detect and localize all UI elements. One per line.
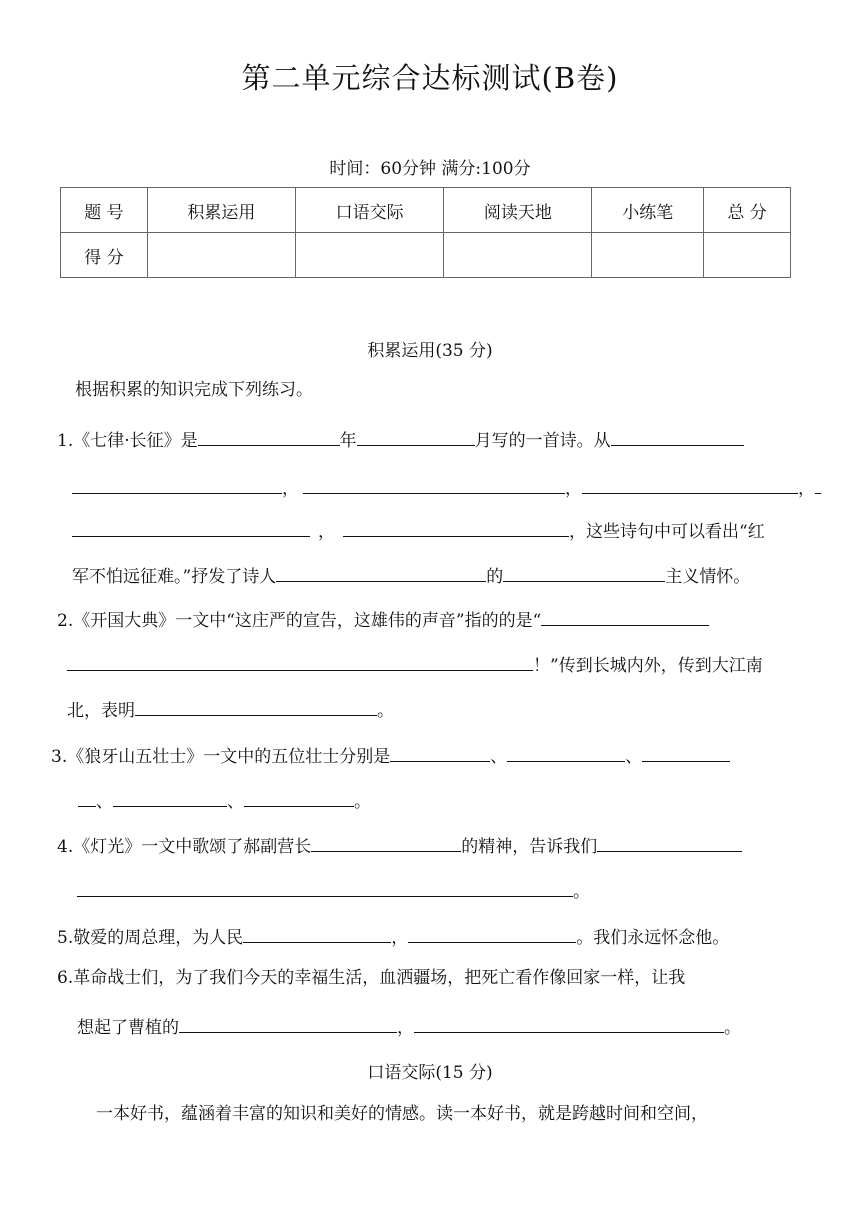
punct: ， [318,522,335,542]
question-text: 想起了曹植的 [77,1018,179,1038]
question-text: 《七律·长征》是 [73,431,198,451]
answer-blank[interactable] [244,786,354,807]
header-cell: 小练笔 [592,188,704,233]
question-number: 3. [51,747,68,767]
answer-blank[interactable] [198,425,340,446]
answer-blank[interactable] [414,1012,724,1033]
answer-blank[interactable] [507,741,625,762]
punct: ， [282,479,299,499]
answer-blank[interactable] [276,561,486,582]
score-cell[interactable] [704,233,791,278]
question-number: 2. [57,611,74,631]
answer-blank[interactable] [77,876,573,897]
score-table [60,187,791,278]
question-number: 6. [57,968,74,988]
question-text: 。我们永远怀念他。 [576,928,730,948]
answer-blank[interactable] [113,786,227,807]
punct: ， [569,522,586,542]
question-text: 年 [339,431,357,451]
answer-blank[interactable] [243,922,391,943]
answer-blank[interactable] [67,650,533,671]
question-text: 《开国大典》一文中“这庄严的宣告，这雄伟的声音”指的的是“ [73,611,542,631]
question-text: 这些诗句中可以看出“红 [586,522,765,542]
answer-blank[interactable] [642,741,730,762]
score-cell[interactable] [444,233,592,278]
answer-blank[interactable] [815,473,821,494]
question-text: 北，表明 [67,701,135,721]
punct: 、 [96,792,113,812]
question-6-line-1 [57,966,685,990]
question-number: 5. [57,928,74,948]
answer-blank[interactable] [78,786,96,807]
question-1-line-1 [57,425,744,449]
question-2-line-1 [57,605,709,629]
question-5 [57,922,729,946]
answer-blank[interactable] [541,605,709,626]
question-text: 主义情怀。 [665,567,751,587]
question-1-line-2 [72,473,821,497]
page-title: 第二单元综合达标测试(B卷) [241,61,619,95]
punct: ， [397,1018,414,1038]
question-text: 《狼牙山五壮士》一文中的五位壮士分别是 [67,747,391,767]
header-cell: 题 号 [61,188,148,233]
question-text: 军不怕远征难。”抒发了诗人 [72,567,277,587]
header-cell: 阅读天地 [444,188,592,233]
question-number: 1. [57,431,74,451]
score-cell[interactable] [592,233,704,278]
header-cell: 口语交际 [296,188,444,233]
score-cell[interactable] [147,233,295,278]
punct: 、 [227,792,244,812]
answer-blank[interactable] [72,473,282,494]
question-number: 4. [57,837,74,857]
punct: 、 [625,747,643,767]
answer-blank[interactable] [357,425,475,446]
exam-meta: 时间：60分钟 满分:100分 [329,159,531,179]
header-cell: 总 分 [704,188,791,233]
question-text: 月写的一首诗。从 [474,431,611,451]
answer-blank[interactable] [72,516,310,537]
question-4-line-2 [77,876,590,900]
question-4-line-1 [57,831,742,855]
question-3-line-1 [51,741,730,765]
punct: 。 [724,1018,741,1038]
question-text: 的 [486,567,504,587]
section-intro: 根据积累的知识完成下列练习。 [75,380,313,400]
punct: 。 [354,792,371,812]
punct: ， [798,479,815,499]
punct: 。 [573,882,590,902]
score-table-header-row [61,188,791,233]
punct: 、 [490,747,508,767]
question-2-line-2 [67,650,763,674]
section-heading-accumulation: 积累运用(35 分) [367,341,493,361]
header-cell: 积累运用 [147,188,295,233]
question-1-line-4 [72,561,750,585]
question-2-line-3 [67,695,394,719]
answer-blank[interactable] [408,922,576,943]
punct: 。 [377,701,394,721]
answer-blank[interactable] [135,695,377,716]
punct: ， [565,479,582,499]
section-heading-oral: 口语交际(15 分) [367,1063,493,1083]
answer-blank[interactable] [303,473,565,494]
answer-blank[interactable] [311,831,461,852]
answer-blank[interactable] [503,561,665,582]
question-text: 《灯光》一文中歌颂了郝副营长 [73,837,312,857]
answer-blank[interactable] [611,425,744,446]
oral-section-text: 一本好书，蕴涵着丰富的知识和美好的情感。读一本好书，就是跨越时间和空间， [96,1104,708,1124]
score-row-label: 得 分 [61,233,148,278]
answer-blank[interactable] [582,473,798,494]
answer-blank[interactable] [343,516,569,537]
question-text: 的精神，告诉我们 [461,837,598,857]
answer-blank[interactable] [597,831,742,852]
question-text: 革命战士们，为了我们今天的幸福生活，血洒疆场，把死亡看作像回家一样，让我 [73,968,686,988]
answer-blank[interactable] [179,1012,397,1033]
question-6-line-2 [77,1012,741,1036]
question-1-line-3 [72,516,765,540]
question-text: 敬爱的周总理，为人民 [73,928,244,948]
punct: ， [391,928,409,948]
score-cell[interactable] [296,233,444,278]
question-3-line-2 [78,786,371,810]
answer-blank[interactable] [390,741,490,762]
score-table-score-row [61,233,791,278]
question-text: ！”传到长城内外，传到大江南 [533,656,763,676]
